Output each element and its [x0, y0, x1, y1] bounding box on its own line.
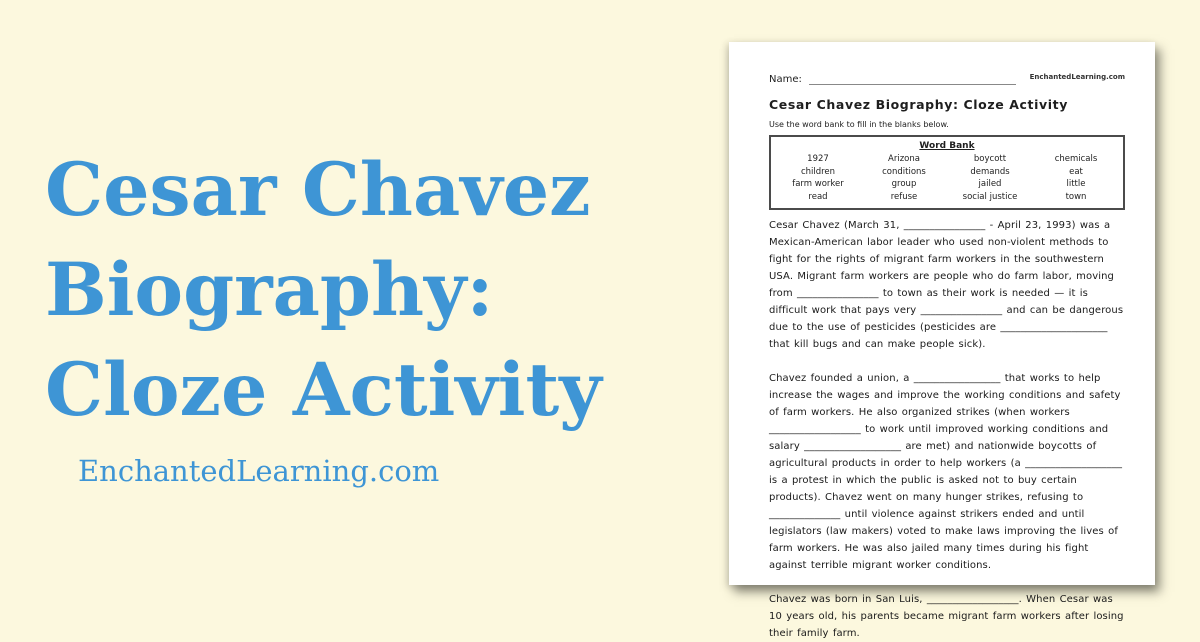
worksheet-page — [729, 42, 1155, 639]
word-bank-word: boycott — [973, 154, 1007, 164]
worksheet-instructions: Use the word bank to fill in the blanks below. — [769, 120, 949, 129]
word-bank-word: chemicals — [1054, 154, 1098, 164]
worksheet-title: Cesar Chavez Biography: Cloze Activity — [769, 97, 1068, 112]
word-bank-word: eat — [1069, 166, 1083, 177]
hero-block — [45, 140, 685, 488]
word-bank-word: jailed — [978, 179, 1002, 189]
hero-title-line-1: Cesar Chavez — [45, 147, 591, 233]
cloze-paragraph-3: Chavez was born in San Luis, __________________. When Cesar was 10 years old, his parents became migrant farm workers after losing their family farm. — [769, 594, 1124, 639]
cloze-paragraph-2: Chavez founded a union, a _________________ that works to help increase the wages and improve the working conditions and safety of farm workers. He also organized strikes (when workers __________________ to work until improved working conditions and salary ___________________ are met) and nationwide boycotts of agricultural products in order to help workers (a ___________________ is a protest in which the public is asked not to buy certain products). Chavez went on many hunger strikes, refusing to ______________ until violence against strikers ended and until legislators (law makers) voted to make laws improving the lives of farm workers. He was also jailed many times during his fight against terrible migrant worker conditions. — [769, 373, 1123, 571]
word-bank-box — [769, 135, 1125, 210]
word-bank-word: little — [1066, 179, 1086, 189]
word-bank-word: conditions — [882, 166, 926, 177]
word-bank-word: 1927 — [807, 154, 829, 164]
word-bank-word: children — [800, 166, 836, 177]
word-bank-word: demands — [970, 166, 1010, 177]
name-blank-line — [809, 73, 1016, 85]
worksheet-name-row — [769, 70, 1125, 86]
word-bank-column — [775, 153, 861, 203]
hero-title-line-2: Biography: — [45, 247, 494, 333]
word-bank-word: read — [808, 191, 828, 202]
worksheet-body — [769, 217, 1125, 642]
site-link-text: EnchantedLearning.com — [78, 454, 440, 488]
word-bank-word: group — [891, 179, 917, 189]
word-bank-column — [861, 153, 947, 203]
word-bank-grid — [775, 153, 1119, 203]
word-bank-column — [947, 153, 1033, 203]
cloze-paragraph-1: Cesar Chavez (March 31, ________________ - April 23, 1993) was a Mexican-American labor leader who used non-violent methods to fight for the rights of migrant farm workers in the southwestern USA. Migrant farm workers are people who do farm labor, moving from ________________ to town as their work is needed — it is difficult work that pays very ________________ and can be dangerous due to the use of pesticides (pesticides are _____________________ that kill bugs and can make people sick). — [769, 220, 1124, 350]
word-bank-column — [1033, 153, 1119, 203]
name-label: Name: — [769, 74, 802, 85]
word-bank-title: Word Bank — [919, 141, 975, 151]
word-bank-word: Arizona — [888, 154, 920, 164]
hero-title-line-3: Cloze Activity — [45, 347, 602, 433]
word-bank-word: farm worker — [792, 179, 844, 189]
word-bank-word: refuse — [890, 191, 918, 202]
word-bank-word: social justice — [962, 191, 1018, 202]
worksheet-site-credit: EnchantedLearning.com — [1029, 73, 1125, 81]
word-bank-word: town — [1065, 191, 1087, 202]
